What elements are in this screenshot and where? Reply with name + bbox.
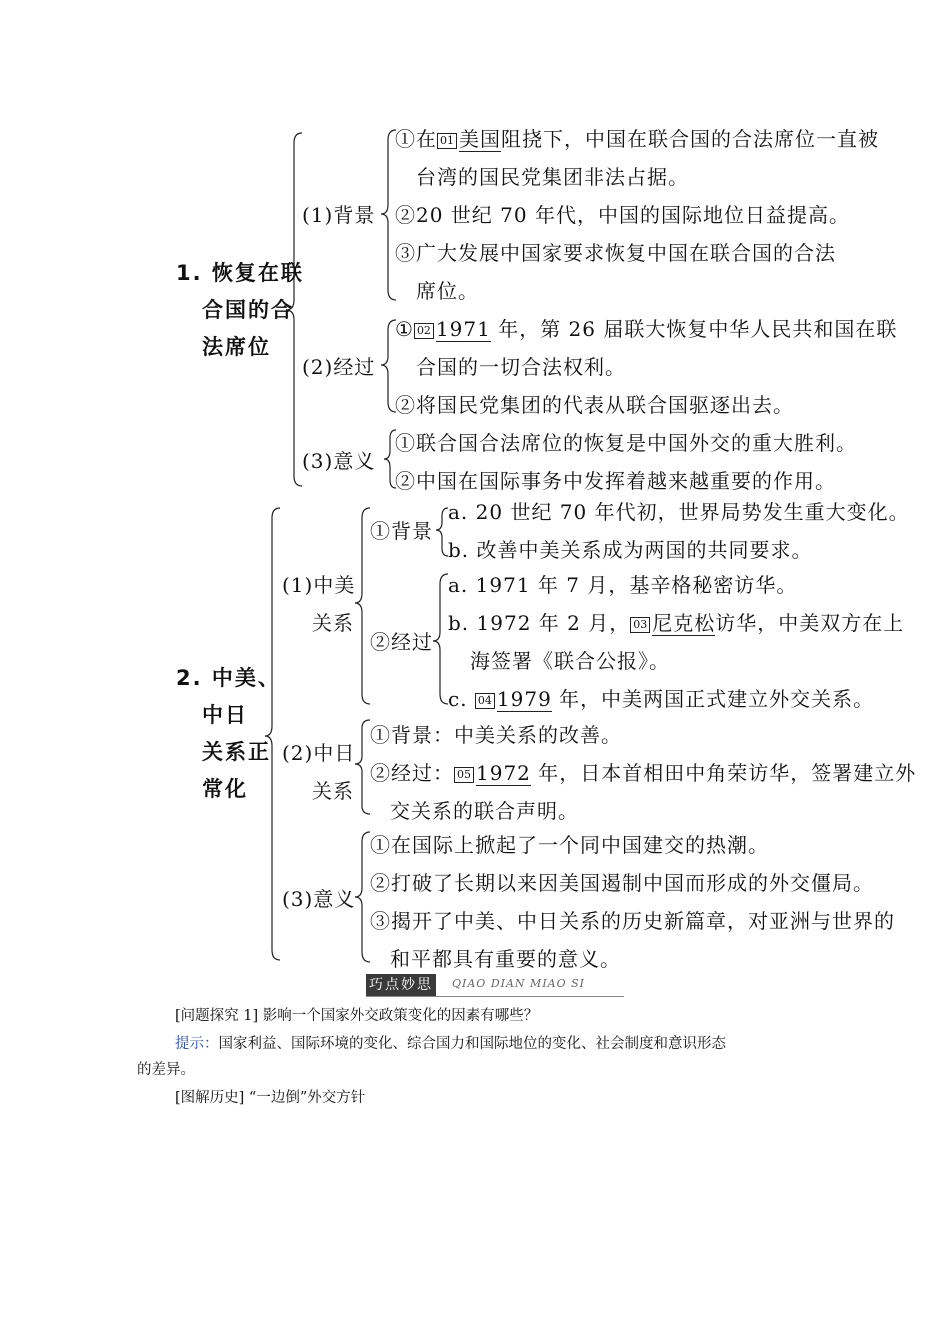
s2-jp-brace — [355, 720, 370, 814]
s2-sig-3b: 和平都具有重要的意义。 — [390, 947, 621, 971]
section1-title-line1: 1. 恢复在联 — [176, 261, 304, 285]
hint-line-2: 的差异。 — [137, 1062, 195, 1078]
s2-sig-brace — [355, 832, 370, 962]
banner-label: 巧点妙思 — [366, 974, 436, 996]
blank-number: 01 — [437, 133, 457, 149]
s2-jp-2: ②经过： 05 1972 年，日本首相田中角荣访华，签署建立外 — [370, 761, 917, 785]
s1-bg-3a: ③广大发展中国家要求恢复中国在联合国的合法 — [395, 241, 836, 265]
s1-bg-1a: ①在 01 美国阻挠下，中国在联合国的合法席位一直被 — [395, 127, 879, 151]
hint-text: 国家利益、国际环境的变化、综合国力和国际地位的变化、社会制度和意识形态 — [218, 1036, 726, 1052]
section1-title-line2: 合国的合 — [202, 298, 294, 322]
banner-rule — [366, 996, 624, 997]
hint-label: 提示： — [175, 1036, 219, 1052]
question-1: [问题探究 1] 影响一个国家外交政策变化的因素有哪些？ — [175, 1008, 539, 1024]
s2-us-brace — [355, 508, 370, 704]
s2-us-bg-label: ①背景 — [370, 519, 433, 543]
s2-us-proc-c: c. 04 1979 年，中美两国正式建立外交关系。 — [448, 687, 875, 711]
s2-us-proc-label: ②经过 — [370, 630, 433, 654]
s2-jp-1: ①背景：中美关系的改善。 — [370, 723, 622, 747]
s2-us-proc-brace — [433, 574, 448, 704]
s1-proc-label: (2)经过 — [302, 355, 376, 379]
answer-blank: 美国 — [459, 127, 501, 151]
blank-number: 03 — [630, 617, 650, 633]
s1-proc-1b: 合国的一切合法权利。 — [416, 355, 626, 379]
s1-sig-2: ②中国在国际事务中发挥着越来越重要的作用。 — [395, 469, 836, 493]
s2-us-proc-b2: 海签署《联合公报》。 — [470, 649, 670, 673]
s2-us-bg-brace — [436, 508, 448, 556]
s1-bg-2: ②20 世纪 70 年代，中国的国际地位日益提高。 — [395, 203, 850, 227]
s2-jp-label-1: (2)中日 — [282, 741, 356, 765]
s2-sig-label: (3)意义 — [282, 887, 356, 911]
s1-bg-1b: 台湾的国民党集团非法占据。 — [416, 165, 689, 189]
s2-us-label-2: 关系 — [312, 611, 354, 635]
banner-pinyin: QIAO DIAN MIAO SI — [452, 977, 585, 990]
s2-us-proc-a: a. 1971 年 7 月，基辛格秘密访华。 — [448, 573, 798, 597]
tips-banner — [366, 974, 624, 998]
s1-sig-label: (3)意义 — [302, 449, 376, 473]
s2-jp-2b: 交关系的联合声明。 — [390, 799, 579, 823]
section1-title-line3: 法席位 — [202, 335, 271, 359]
s1-proc-1a: ① 02 1971 年，第 26 届联大恢复中华人民共和国在联 — [395, 317, 898, 341]
s2-jp-label-2: 关系 — [312, 779, 354, 803]
blank-number: 04 — [475, 693, 495, 709]
answer-blank: 1972 — [476, 761, 531, 785]
s1-sig-1: ①联合国合法席位的恢复是中国外交的重大胜利。 — [395, 431, 857, 455]
section2-title-line1: 2. 中美、 — [176, 666, 281, 690]
s2-us-bg-b: b. 改善中美关系成为两国的共同要求。 — [448, 538, 813, 562]
s1-bg-brace — [381, 130, 396, 300]
s1-proc-brace — [381, 320, 396, 412]
answer-blank: 尼克松 — [652, 611, 716, 635]
blank-number: 02 — [414, 323, 434, 339]
s2-us-bg-a: a. 20 世纪 70 年代初，世界局势发生重大变化。 — [448, 500, 910, 524]
s2-sig-3a: ③揭开了中美、中日关系的历史新篇章，对亚洲与世界的 — [370, 909, 895, 933]
answer-blank: 1971 — [435, 317, 491, 341]
s1-bg-3b: 席位。 — [416, 279, 479, 303]
blank-number: 05 — [454, 767, 474, 783]
s2-sig-2: ②打破了长期以来因美国遏制中国而形成的外交僵局。 — [370, 871, 874, 895]
section2-title-line2: 中日 — [202, 703, 248, 727]
s2-us-label-1: (1)中美 — [282, 573, 356, 597]
section2-title-line3: 关系正 — [202, 740, 271, 764]
figure-caption: [图解历史] “一边倒”外交方针 — [175, 1090, 366, 1106]
s1-bg-label: (1)背景 — [302, 203, 376, 227]
s1-proc-2: ②将国民党集团的代表从联合国驱逐出去。 — [395, 393, 794, 417]
answer-blank: 1979 — [496, 687, 552, 711]
s2-us-proc-b: b. 1972 年 2 月， 03 尼克松访华，中美双方在上 — [448, 611, 905, 635]
s2-sig-1: ①在国际上掀起了一个同中国建交的热潮。 — [370, 833, 769, 857]
hint-line — [175, 1032, 726, 1056]
section2-title-line4: 常化 — [202, 777, 248, 801]
